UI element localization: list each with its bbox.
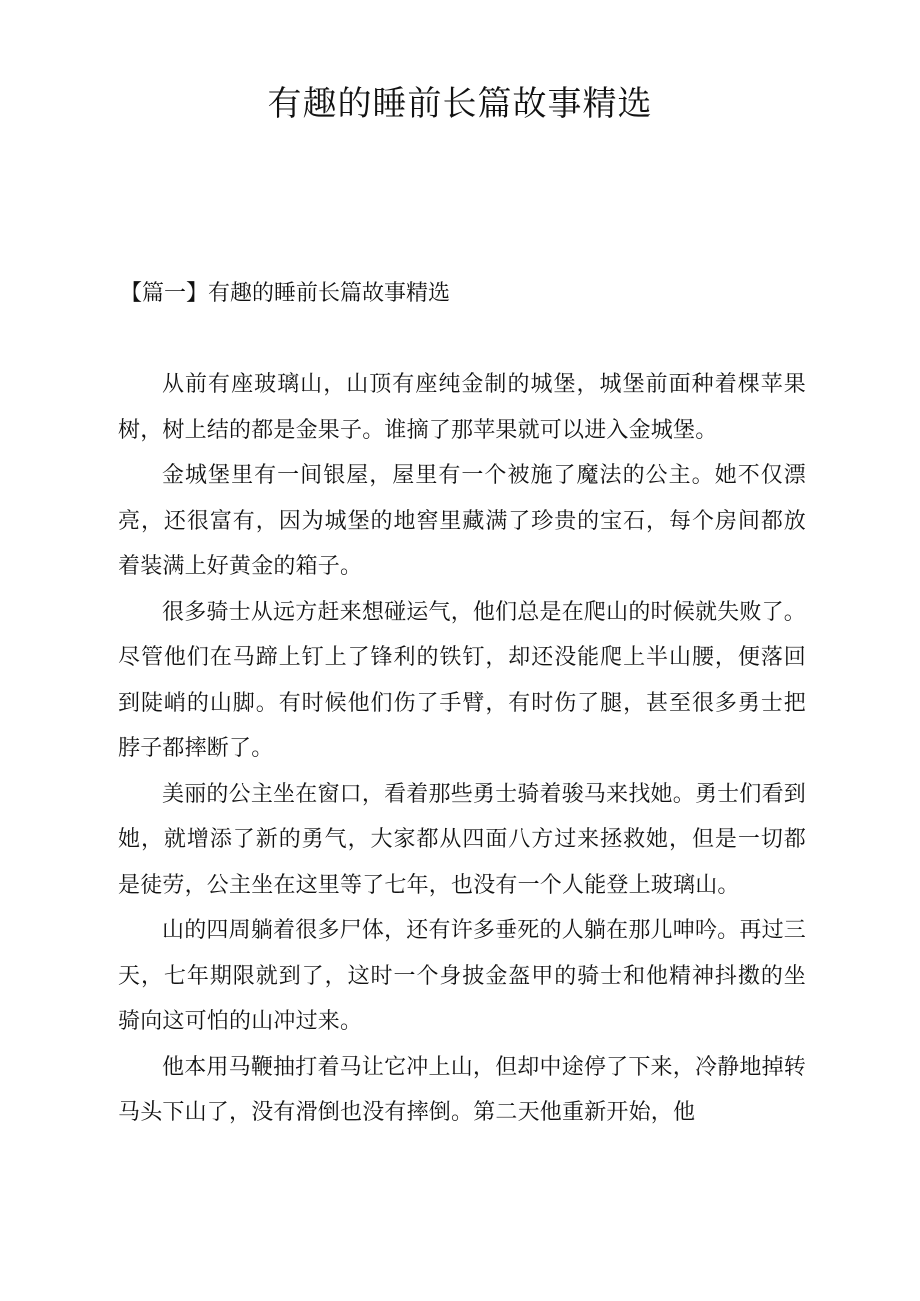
story-body: [118, 362, 806, 1136]
paragraph-6: 他本用马鞭抽打着马让它冲上山，但却中途停了下来，冷静地掉转马头下山了，没有滑倒也没有摔倒。第二天他重新开始，他: [118, 1054, 806, 1125]
document-title: 有趣的睡前长篇故事精选: [267, 84, 653, 124]
section-heading: 【篇一】有趣的睡前长篇故事精选: [120, 281, 451, 306]
paragraph-5: 山的四周躺着很多尸体，还有许多垂死的人躺在那儿呻吟。再过三天，七年期限就到了，这时一个身披金盔甲的骑士和他精神抖擞的坐骑向这可怕的山冲过来。: [118, 918, 806, 1034]
paragraph-2: 金城堡里有一间银屋，屋里有一个被施了魔法的公主。她不仅漂亮，还很富有，因为城堡的地窖里藏满了珍贵的宝石，每个房间都放着装满上好黄金的箱子。: [118, 463, 806, 579]
paragraph-1: 从前有座玻璃山，山顶有座纯金制的城堡，城堡前面种着棵苹果树，树上结的都是金果子。谁摘了那苹果就可以进入金城堡。: [118, 372, 806, 443]
paragraph-3: 很多骑士从远方赶来想碰运气，他们总是在爬山的时候就失败了。尽管他们在马蹄上钉上了锋利的铁钉，却还没能爬上半山腰，便落回到陡峭的山脚。有时候他们伤了手臂，有时伤了腿，甚至很多勇士把脖子都摔断了。: [118, 599, 806, 761]
paragraph-4: 美丽的公主坐在窗口，看着那些勇士骑着骏马来找她。勇士们看到她，就增添了新的勇气，大家都从四面八方过来拯救她，但是一切都是徒劳，公主坐在这里等了七年，也没有一个人能登上玻璃山。: [118, 781, 806, 898]
